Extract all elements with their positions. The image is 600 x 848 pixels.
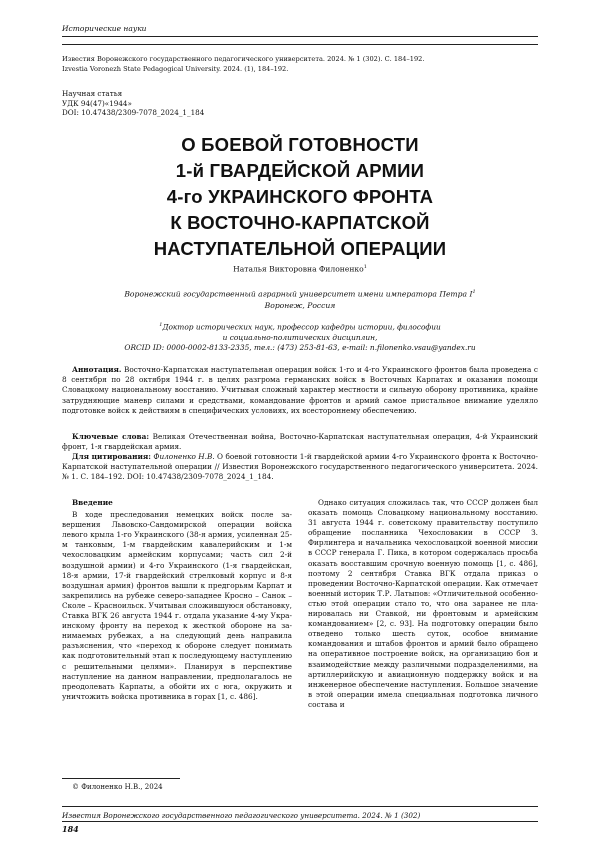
footer-rule-2 (62, 821, 538, 822)
keywords-text: Великая Отечественная война, Восточно-Карпатская наступательная операция, 4-й Украинский фронт, 1-я гвардейская армия. (62, 432, 538, 452)
affiliation-city: Воронеж, Россия (264, 300, 336, 310)
title-line: 4-го УКРАИНСКОГО ФРОНТА (166, 186, 434, 207)
header-rule-2 (62, 44, 538, 45)
body-paragraph: Однако ситуация сложилась так, что СССР должен был оказать помощь Словацкому национальному восстанию. 31 августа 1944 г. советскому правительству поступило обращение посланника Чехословакии в СССР З. Фирлингера и начальника чехословацкой военной миссии в СССР генерала Г. Пика, в котором содержалась просьба оказать восставшим срочную военную помощь [1, с. 486], поэтому 2 сентября Ставка ВГК отдала приказ о проведении Восточно-Карпатской операции. Как отмечает военный историк Т.Р. Латыпов: «Отличительной особенностью этой операции стало то, что она заранее не планировалась ни Ставкой, ни фронтовым и армейским командованием» [2, с. 93]. На подготовку операции было отведено только шесть суток, особое внимание командования и штабов фронтов и армий было обращено на оперативное построение войск, на организацию боя и взаимодействие между различными подразделениями, на артиллерийскую и авиационную поддержку войск и на инженерное обеспечение наступления. Большое значение в этой операции имела специальная подготовка личного состава и (308, 498, 538, 709)
footer-journal: Известия Воронежского государственного педагогического университета. 2024. № 1 (302) (62, 811, 421, 820)
title-line: О БОЕВОЙ ГОТОВНОСТИ (181, 134, 419, 155)
udk-code: УДК 94(47)«1944» (62, 98, 132, 108)
journal-ref-ru: Известия Воронежского государственного педагогического университета. 2024. № 1 (302). С. 184–192. (62, 55, 425, 63)
footnote-rule (62, 778, 180, 779)
title-line: НАСТУПАТЕЛЬНОЙ ОПЕРАЦИИ (153, 238, 447, 259)
keywords-label: Ключевые слова: (72, 432, 150, 441)
journal-reference (62, 54, 538, 74)
copyright: © Филоненко Н.В., 2024 (72, 783, 163, 791)
abstract-label: Аннотация. (72, 365, 122, 374)
header-rule (62, 36, 538, 37)
affiliation (62, 287, 538, 311)
footer-rule (62, 806, 538, 807)
author-name (62, 264, 538, 274)
bio-line: Доктор исторических наук, профессор кафедры истории, философии (162, 322, 441, 332)
bio-contacts: ORCID ID: 0000-0002-8133-2335, тел.: (473) 253-81-63, e-mail: n.filonenko.vsau@yandex.ru (124, 343, 476, 353)
title-line: К ВОСТОЧНО-КАРПАТСКОЙ (170, 212, 430, 233)
body-paragraph: В ходе преследования немецких войск после завершения Львовско-Сандомирской операции войска левого крыла 1-го Украинского (38-я армия, усиленная 25-м танковым, 1-м гвардейским кавалерийским и 1-м чехословацким армейским корпусами; часть сил 2-й воздушной армии) и 4-го Украинского (1-я гвардейская, 18-я армии, 17-й гвардейский стрелковый корпус и 8-я воздушная армия) фронтов вышли к предгорьям Карпат и закрепились на рубеже северо-западнее Кросно – Санок – Сколе – Красноильск. Учитывая сложившуюся обстановку, Ставка ВГК 26 августа 1944 г. отдала указание 4-му Украинскому фронту на переход к жесткой обороне на занимаемых рубежах, а на следующий день направила разъяснения, что «переход к обороне следует понимать как подготовительный этап к последующему наступлению с решительными целями». Планируя в перспективе наступление на данном направлении, предполагалось не преодолевать Карпаты, а обойти их с юга, окружить и уничтожить войска противника в горах [1, с. 486]. (62, 510, 292, 701)
journal-ref-en: Izvestia Voronezh State Pedagogical University. 2024. (1), 184–192. (62, 65, 289, 73)
affiliation-sup: 1 (472, 289, 476, 295)
article-title (62, 132, 538, 262)
title-line: 1-й ГВАРДЕЙСКОЙ АРМИИ (175, 160, 425, 181)
affiliation-line: Воронежский государственный аграрный университет имени императора Петра I (124, 289, 473, 299)
author-bio (62, 320, 538, 354)
abstract (62, 365, 538, 416)
doi: DOI: 10.47438/2309-7078_2024_1_184 (62, 108, 205, 118)
abstract-text: Восточно-Карпатская наступательная операция войск 1-го и 4-го Украинского фронтов была проведена с 8 сентября по 28 октября 1944 г. в целях разгрома германских войск в Восточных Карпатах и оказания помощи Словацкому национальному восстанию. Учитывая сложный характер местности и сильную оборону противника, крайне затрудняющие маневр силами и средствами, командование фронтов и армий самое пристальное внимание уделяло подготовке войск к действиям в специфических условиях, их всестороннему обеспечению. (62, 365, 538, 415)
author-name-text: Наталья Викторовна Филоненко (233, 264, 364, 274)
citation-label: Для цитирования: (72, 452, 151, 461)
bio-line: и социально-политических дисциплин, (222, 332, 378, 342)
citation-text: О боевой готовности 1-й гвардейской армии 4-го Украинского фронта к Восточно-Карпатской наступательной операции // Известия Воронежского государственного педагогического университета. 2024. № 1. С. 184–192. DOI: 10.47438/2309-7078_2024_1_184. (62, 452, 539, 482)
citation-author: Филоненко Н.В. (151, 452, 215, 461)
article-meta (62, 89, 538, 118)
page-number: 184 (62, 824, 79, 834)
intro-heading: Введение (72, 498, 113, 507)
keywords (62, 432, 538, 452)
body-column-right (308, 498, 538, 710)
bio-sup: 1 (159, 322, 163, 328)
citation (62, 452, 538, 483)
author-sup: 1 (363, 264, 367, 270)
article-type: Научная статья (62, 89, 123, 98)
section-header: Исторические науки (62, 24, 147, 33)
body-column-left (62, 498, 292, 702)
